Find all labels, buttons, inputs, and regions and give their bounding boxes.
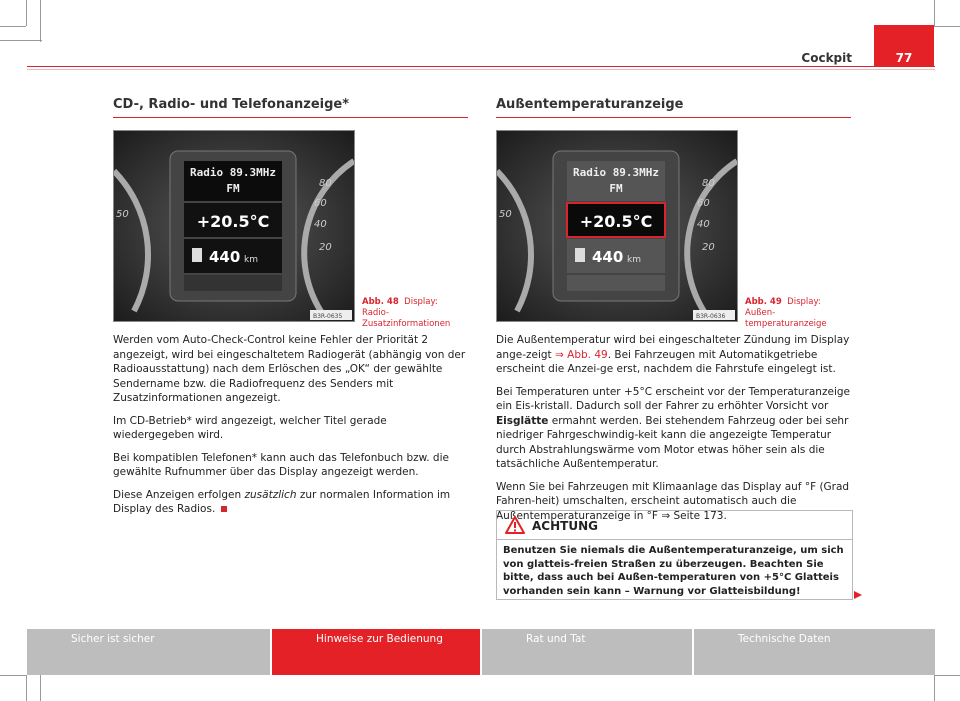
svg-text:50: 50 xyxy=(116,209,129,220)
footer-tab-sicher[interactable]: Sicher ist sicher xyxy=(27,629,270,675)
svg-text:20: 20 xyxy=(319,242,332,253)
svg-text:Radio 89.3MHz: Radio 89.3MHz xyxy=(189,166,277,179)
svg-text:km: km xyxy=(627,255,641,265)
crop-mark xyxy=(934,0,935,26)
figure-link[interactable]: ⇒ Abb. 49 xyxy=(555,348,608,361)
figure-49-caption xyxy=(745,297,853,330)
svg-text:20: 20 xyxy=(702,242,715,253)
right-body-text xyxy=(496,333,851,531)
svg-text:Radio 89.3MHz: Radio 89.3MHz xyxy=(572,166,660,179)
footer-tab-rat[interactable]: Rat und Tat xyxy=(482,629,692,675)
crop-mark xyxy=(934,675,960,676)
chapter-title: Cockpit xyxy=(801,51,852,65)
figure-48-caption xyxy=(362,297,467,330)
svg-text:FM: FM xyxy=(609,182,623,195)
crop-mark xyxy=(0,40,42,41)
paragraph: Wenn Sie bei Fahrzeugen mit Klimaanlage das Display auf °F (Grad Fahren-heit) umschalten, erscheint automatisch auch die Außentemperaturanzeige in °F ⇒ Seite 173. xyxy=(496,480,850,522)
warning-header xyxy=(497,511,852,540)
paragraph: Bei kompatiblen Telefonen* kann auch das Telefonbuch bzw. die gewählte Rufnummer über das Display angezeigt werden. xyxy=(113,451,449,478)
paragraph: Im CD-Betrieb* wird angezeigt, welcher Titel gerade wiedergegeben wird. xyxy=(113,414,387,441)
svg-text:80: 80 xyxy=(319,178,332,189)
paragraph: Diese Anzeigen erfolgen zusätzlich zur normalen Information im Display des Radios. xyxy=(113,488,451,515)
svg-text:B3R-0635: B3R-0635 xyxy=(313,313,343,320)
crop-mark xyxy=(934,26,960,27)
paragraph: Werden vom Auto-Check-Control keine Fehler der Priorität 2 angezeigt, wird bei eingeschaltetem Radiogerät (abhängig von der Radioausstattung) nach dem Erlöschen des „OK“ der gewählte Sendername bzw. die Radiofrequenz des Senders mit Zusatzinformationen angezeigt. xyxy=(113,334,466,404)
crop-mark xyxy=(0,675,26,676)
figure-48-image xyxy=(113,130,355,322)
right-section-rule xyxy=(496,117,851,118)
caption-label: Abb. 49 xyxy=(745,297,782,307)
warning-text: Benutzen Sie niemals die Außentemperaturanzeige, um sich von glatteis-freien Straßen zu überzeugen. Beachten Sie bitte, dass auch bei Außen-temperaturen von +5°C Glatteis vorhanden sein kann – Warnung vor Glatteisbildung! xyxy=(503,545,844,597)
svg-text:40: 40 xyxy=(314,219,327,230)
right-section-heading: Außentemperaturanzeige xyxy=(496,97,684,112)
left-section-rule xyxy=(113,117,468,118)
svg-text:80: 80 xyxy=(702,178,715,189)
crop-mark xyxy=(934,675,935,701)
caption-text: Display: Radio-Zusatzinformationen xyxy=(362,297,451,329)
caption-label: Abb. 48 xyxy=(362,297,399,307)
svg-text:50: 50 xyxy=(499,209,512,220)
warning-triangle-icon xyxy=(505,516,525,534)
warning-title: ACHTUNG xyxy=(532,519,598,533)
crop-mark xyxy=(0,26,26,27)
svg-text:440: 440 xyxy=(592,248,624,266)
warning-box xyxy=(496,510,853,600)
svg-text:+20.5°C: +20.5°C xyxy=(196,212,270,231)
crop-mark xyxy=(26,0,27,26)
section-end-marker xyxy=(221,506,227,512)
svg-text:40: 40 xyxy=(697,219,710,230)
caption-text: Display: Außen-temperaturanzeige xyxy=(745,297,827,329)
header-rule xyxy=(27,66,935,67)
continue-arrow-icon xyxy=(853,590,863,600)
figure-49-image xyxy=(496,130,738,322)
svg-text:km: km xyxy=(244,255,258,265)
page-number: 77 xyxy=(895,51,913,65)
crop-mark xyxy=(40,0,41,42)
svg-text:60: 60 xyxy=(314,198,327,209)
crop-mark xyxy=(26,675,27,701)
svg-text:440: 440 xyxy=(209,248,241,266)
paragraph: Bei Temperaturen unter +5°C erscheint vor der Temperaturanzeige ein Eis-kristall. Dadurch soll der Fahrer zu erhöhter Vorsicht vor Eisglätte ermahnt werden. Bei stehendem Fahrzeug oder bei sehr niedriger Fahrgeschwindig-keit kann die angezeigte Temperatur durch Abstrahlungswärme vom Motor etwas höher sein als die tatsächliche Außentemperatur. xyxy=(496,385,850,470)
svg-text:+20.5°C: +20.5°C xyxy=(579,212,653,231)
svg-text:FM: FM xyxy=(226,182,240,195)
paragraph: Die Außentemperatur wird bei eingeschalteter Zündung im Display ange-zeigt ⇒ Abb. 49. Bei Fahrzeugen mit Automatikgetriebe erscheint die Anzei-ge erst, nachdem die Fahrstufe eingelegt ist. xyxy=(496,334,850,375)
footer-tab-bedienung[interactable]: Hinweise zur Bedienung xyxy=(272,629,480,675)
svg-text:B3R-0636: B3R-0636 xyxy=(696,313,726,320)
footer-tab-technik[interactable]: Technische Daten xyxy=(694,629,935,675)
header-rule-light xyxy=(27,69,935,70)
left-body-text xyxy=(113,333,468,525)
left-section-heading: CD-, Radio- und Telefonanzeige* xyxy=(113,97,350,112)
svg-text:60: 60 xyxy=(697,198,710,209)
